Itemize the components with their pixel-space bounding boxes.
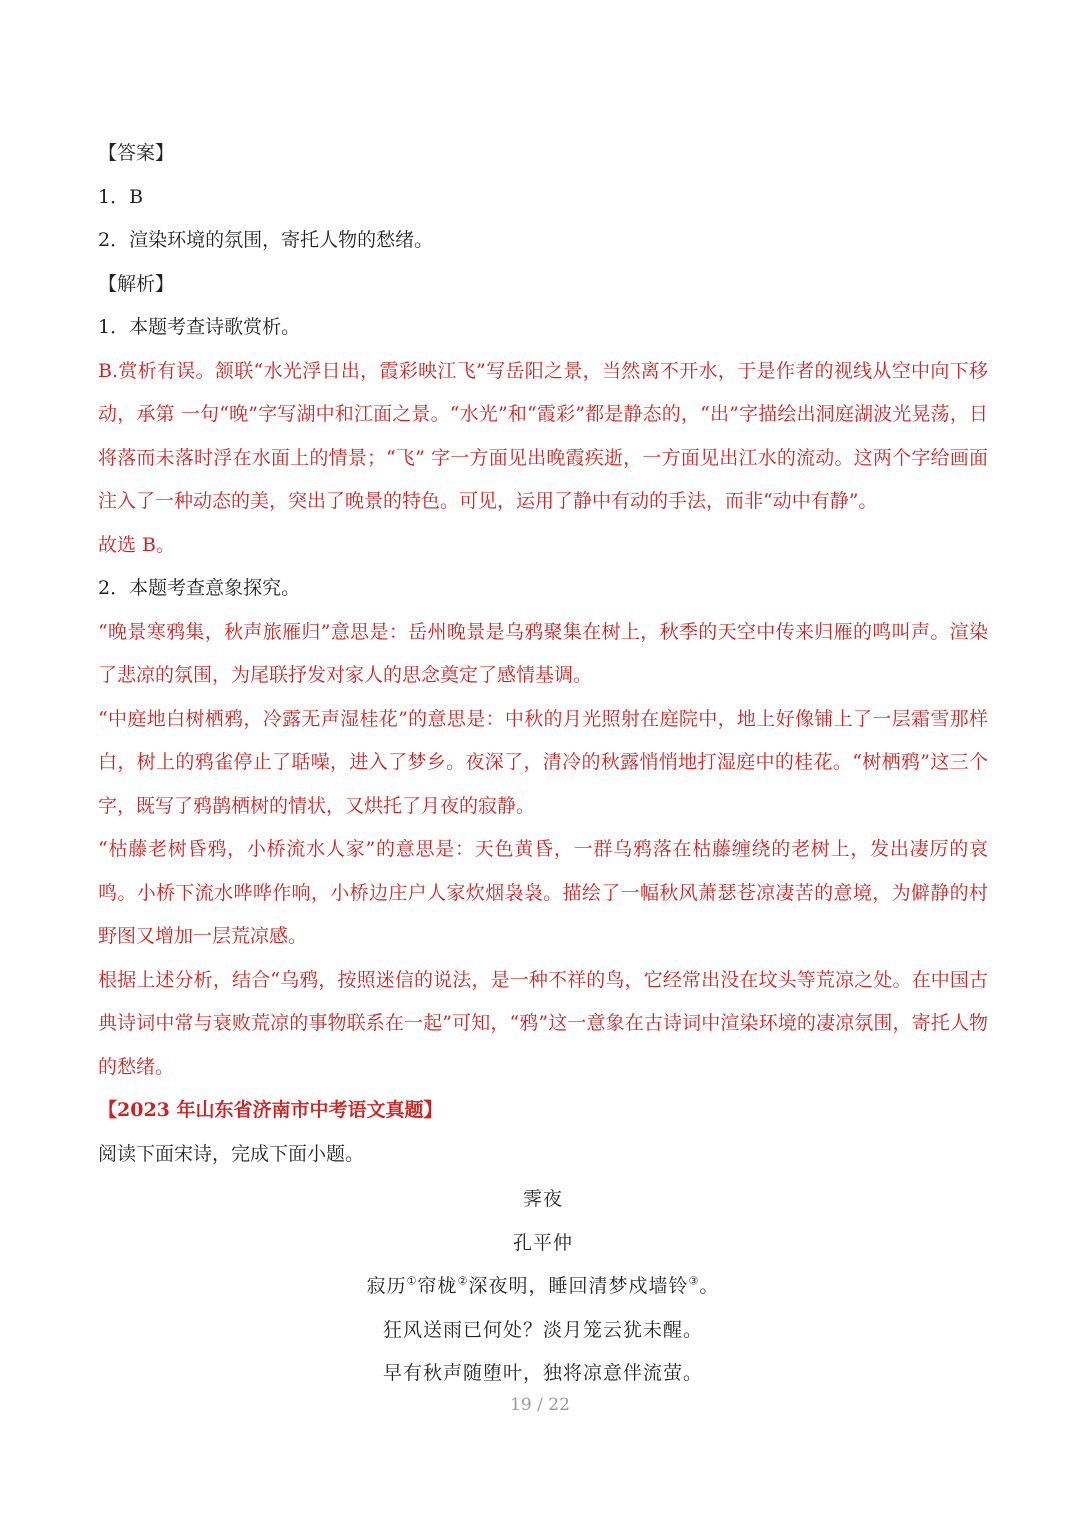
footnote-marker-1: ① [406, 1274, 418, 1288]
answer-2: 2．渲染环境的氛围，寄托人物的愁绪。 [98, 229, 434, 251]
analysis-q2-title: 2．本题考查意象探究。 [98, 577, 301, 599]
analysis-q2-paragraph-2: “中庭地白树栖鸦，冷露无声湿桂花”的意思是：中秋的月光照射在庭院中，地上好像铺上了一层霜雪那样白，树上的鸦雀停止了聒噪，进入了梦乡。夜深了，清冷的秋露悄悄地打湿庭中的桂花。“树栖鸦”这三个字，既写了鸦鹊栖树的情状，又烘托了月夜的寂静。 [98, 707, 988, 817]
poem-title: 霁夜 [522, 1188, 563, 1210]
section-title: 【2023 年山东省济南市中考语文真题】 [98, 1099, 443, 1121]
answer-header: 【答案】 [98, 142, 175, 164]
poem-author: 孔平仲 [512, 1231, 573, 1254]
poem-line-1-part-c: 深夜明，睡回清梦戍墙铃 [468, 1275, 689, 1297]
poem-line-1 [98, 1265, 988, 1309]
analysis-header: 【解析】 [98, 272, 175, 295]
poem-line-1-part-b: 帘栊 [417, 1275, 458, 1297]
analysis-q1-body: B.赏析有误。颔联“水光浮日出，霞彩映江飞”写岳阳之景，当然离不开水，于是作者的视线从空中向下移动，承第 一句“晚”字写湖中和江面之景。“水光”和“霞彩”都是静态的，“出”字描绘出洞庭湖波光晃荡，日将落而未落时浮在水面上的情景；“飞” 字一方面见出晚霞疾逝，一方面见出江水的流动。这两个字给画面注入了一种动态的美，突出了晚景的特色。可见，运用了静中有动的手法，而非“动中有静”。 [98, 359, 988, 512]
section-instruction: 阅读下面宋诗，完成下面小题。 [98, 1142, 365, 1165]
analysis-q2-paragraph-4: 根据上述分析，结合“乌鸦，按照迷信的说法，是一种不祥的鸟，它经常出没在坟头等荒凉之处。在中国古典诗词中常与衰败荒凉的事物联系在一起”可知，“鸦”这一意象在古诗词中渲染环境的凄凉氛围，寄托人物的愁绪。 [98, 968, 988, 1078]
footnote-marker-3: ③ [688, 1274, 700, 1288]
poem-line-1-part-a: 寂历 [366, 1275, 407, 1297]
poem-line-3: 早有秋声随堕叶，独将凉意伴流萤。 [382, 1362, 703, 1384]
footnote-marker-2: ② [457, 1274, 469, 1288]
analysis-q2-paragraph-1: “晚景寒鸦集，秋声旅雁归”意思是：岳州晚景是乌鸦聚集在树上，秋季的天空中传来归雁的鸣叫声。渲染了悲凉的氛围，为尾联抒发对家人的思念奠定了感情基调。 [98, 620, 988, 686]
content-body [98, 132, 988, 1176]
answer-1: 1．B [98, 185, 144, 208]
analysis-q1-title: 1．本题考查诗歌赏析。 [98, 316, 301, 338]
analysis-q1-end: 故选 B。 [98, 533, 176, 556]
poem-block [98, 1178, 988, 1396]
page-number: 19 / 22 [510, 1395, 570, 1415]
poem-line-1-part-d: 。 [699, 1275, 720, 1297]
poem-line-2: 狂风送雨已何处？淡月笼云犹未醒。 [382, 1318, 703, 1341]
analysis-q2-paragraph-3: “枯藤老树昏鸦，小桥流水人家”的意思是：天色黄昏，一群乌鸦落在枯藤缠绕的老树上，发出凄厉的哀鸣。小桥下流水哗哗作响，小桥边庄户人家炊烟袅袅。描绘了一幅秋风萧瑟苍凉凄苦的意境，为僻静的村野图又增加一层荒凉感。 [98, 838, 988, 947]
